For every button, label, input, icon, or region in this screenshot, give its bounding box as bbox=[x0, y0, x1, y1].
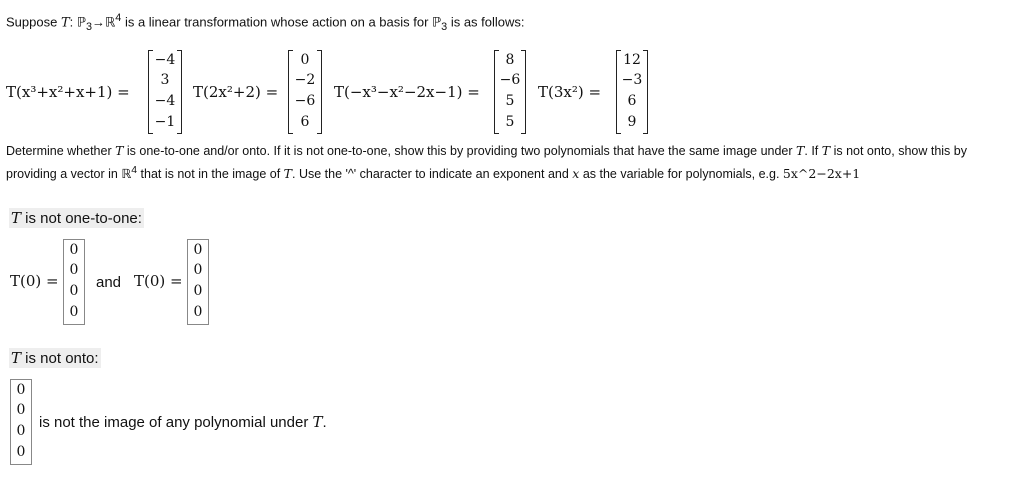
one-to-one-lhs-1: T(0) = bbox=[10, 272, 59, 290]
vector-entry: −6 bbox=[294, 93, 316, 109]
instr-T4: T bbox=[283, 166, 293, 182]
vector-entry: 5 bbox=[505, 114, 515, 130]
intro-text-1: Suppose bbox=[6, 14, 61, 30]
onto-heading bbox=[9, 348, 101, 368]
intro-R: ℝ bbox=[105, 14, 116, 30]
answer-entry: 0 bbox=[193, 304, 203, 320]
vector-entry: −4 bbox=[154, 52, 176, 68]
answer-entry: 0 bbox=[16, 382, 26, 398]
intro-P2: ℙ bbox=[432, 14, 442, 30]
instr-e: that is not in the image of bbox=[137, 167, 284, 182]
intro-arrow: → bbox=[92, 14, 105, 30]
onto-T: T bbox=[11, 349, 22, 367]
one-to-one-lhs-2: T(0) = bbox=[134, 272, 183, 290]
answer-entry: 0 bbox=[16, 402, 26, 418]
instr-T2: T bbox=[796, 143, 805, 158]
answer-entry: 0 bbox=[69, 283, 79, 299]
vector-entry: −6 bbox=[499, 72, 521, 88]
one-to-one-answer-vector-2[interactable] bbox=[187, 239, 209, 325]
onto-label: is not onto: bbox=[21, 350, 99, 367]
instr-T3: T bbox=[821, 143, 831, 158]
answer-entry: 0 bbox=[16, 444, 26, 460]
vector-entry: −1 bbox=[154, 114, 176, 130]
onto-suffix-T: T bbox=[312, 413, 323, 431]
mapping-vector-3 bbox=[494, 50, 526, 134]
vector-entry: 9 bbox=[627, 114, 637, 130]
vector-entry: 3 bbox=[160, 72, 170, 88]
mapping-lhs-4: T(3x²) = bbox=[538, 83, 602, 101]
one-to-one-answer-vector-1[interactable] bbox=[63, 239, 85, 325]
instr-g: as the variable for polynomials, e.g. bbox=[579, 167, 783, 182]
instr-T1: T bbox=[115, 143, 124, 158]
instr-x: x bbox=[572, 166, 580, 182]
intro-P2-sub: 3 bbox=[441, 20, 448, 33]
intro-P: ℙ bbox=[76, 14, 86, 30]
instr-c: . If bbox=[804, 144, 822, 158]
answer-entry: 0 bbox=[193, 242, 203, 258]
mapping-lhs-3: T(−x³−x²−2x−1) = bbox=[334, 83, 480, 101]
intro-colon: : bbox=[69, 14, 77, 30]
mapping-equations bbox=[6, 50, 1018, 136]
answer-entry: 0 bbox=[69, 304, 79, 320]
vector-entry: 12 bbox=[623, 52, 641, 68]
mapping-lhs-1: T(x³+x²+x+1) = bbox=[6, 83, 130, 101]
answer-entry: 0 bbox=[69, 242, 79, 258]
instructions-text bbox=[6, 141, 1018, 184]
instr-example: 5x^2−2x+1 bbox=[782, 166, 861, 182]
vector-entry: 0 bbox=[300, 52, 310, 68]
answer-entry: 0 bbox=[193, 262, 203, 278]
answer-entry: 0 bbox=[69, 262, 79, 278]
mapping-vector-1 bbox=[148, 50, 182, 134]
onto-suffix-text bbox=[39, 413, 327, 431]
one-to-one-heading bbox=[9, 208, 144, 228]
vector-entry: 5 bbox=[505, 93, 515, 109]
onto-answer-vector[interactable] bbox=[10, 379, 32, 465]
answer-entry: 0 bbox=[193, 283, 203, 299]
vector-entry: −2 bbox=[294, 72, 316, 88]
intro-text-3: is as follows: bbox=[447, 14, 525, 30]
vector-entry: 6 bbox=[627, 93, 637, 109]
mapping-vector-2 bbox=[288, 50, 322, 134]
vector-entry: 6 bbox=[300, 114, 310, 130]
instr-R-sup: 4 bbox=[131, 165, 138, 176]
instr-f: . Use the '^' character to indicate an exponent and bbox=[292, 167, 573, 182]
intro-P-sub: 3 bbox=[85, 20, 92, 33]
one-to-one-label: is not one-to-one: bbox=[21, 210, 142, 227]
instr-a: Determine whether bbox=[6, 144, 116, 158]
intro-text-2: is a linear transformation whose action on a basis for bbox=[121, 14, 433, 30]
mapping-lhs-2: T(2x²+2) = bbox=[193, 83, 279, 101]
and-label: and bbox=[96, 274, 122, 291]
intro-T: T bbox=[60, 15, 70, 31]
instr-R: ℝ bbox=[121, 167, 132, 182]
vector-entry: −4 bbox=[154, 93, 176, 109]
onto-suffix: is not the image of any polynomial under bbox=[39, 414, 313, 431]
instr-b: is one-to-one and/or onto. If it is not one-to-one, show this by providing two polynomials that have the same image under bbox=[123, 144, 797, 158]
vector-entry: −3 bbox=[621, 72, 643, 88]
intro-R-sup: 4 bbox=[115, 12, 122, 24]
mapping-vector-4 bbox=[616, 50, 648, 134]
instr-d: is not onto, show this by providing a vector in bbox=[6, 144, 967, 182]
vector-entry: 8 bbox=[505, 52, 515, 68]
answer-entry: 0 bbox=[16, 423, 26, 439]
one-to-one-T: T bbox=[11, 209, 22, 227]
onto-suffix-end: . bbox=[322, 414, 327, 431]
problem-intro bbox=[6, 12, 525, 33]
